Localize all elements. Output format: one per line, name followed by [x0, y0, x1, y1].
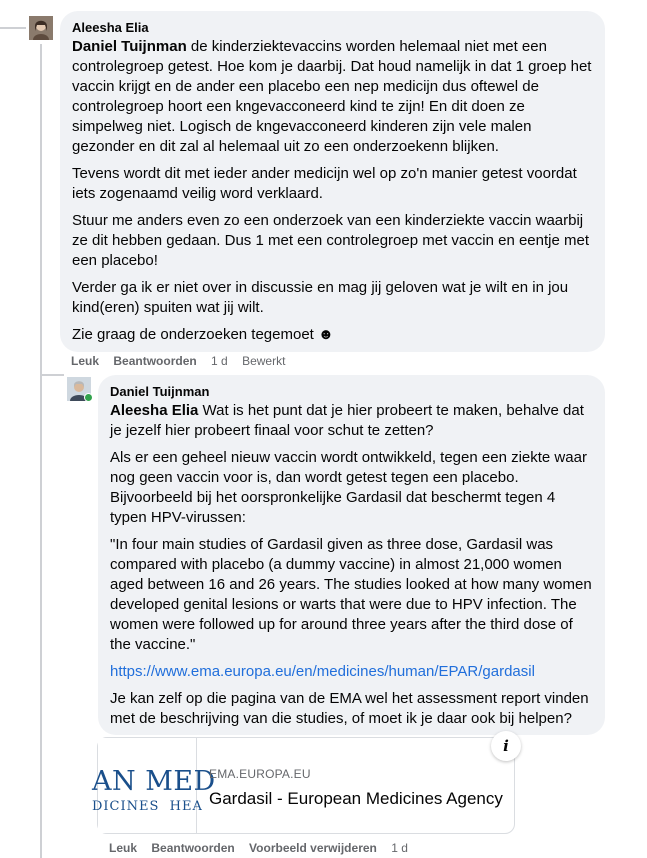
- mention-link[interactable]: Aleesha Elia: [110, 402, 199, 419]
- preview-logo-text: AN MED: [92, 766, 216, 797]
- like-button[interactable]: Leuk: [109, 841, 138, 855]
- like-button[interactable]: Leuk: [71, 354, 100, 368]
- comment-paragraph: Je kan zelf op die pagina van de EMA wel het assessment report vinden met de beschrijving van die studies, of moet ik je daar ook bij helpen?: [110, 690, 589, 727]
- preview-image: [92, 738, 216, 833]
- comment-paragraph: Tevens wordt dit met ieder ander medicijn wel op zo'n manier getest voordat iets zogenaamd veilig word verklaard.: [72, 165, 577, 202]
- comment-actions: [109, 840, 419, 856]
- reply-button[interactable]: Beantwoorden: [151, 841, 235, 855]
- link-preview-card[interactable]: [92, 737, 515, 834]
- comment-paragraph: Stuur me anders even zo een onderzoek van een kinderziekte vaccin waarbij ze dit hebben gedaan. Dus 1 met een controlegroep met vaccin en eentje met een placebo!: [72, 212, 589, 269]
- preview-title[interactable]: Gardasil - European Medicines Agency: [209, 789, 503, 808]
- mention-link[interactable]: Daniel Tuijnman: [72, 38, 187, 55]
- comment-paragraph: "In four main studies of Gardasil given as three dose, Gardasil was compared with placebo (a dummy vaccine) in almost 21,000 women aged between 16 and 26 years. The studies looked at how many women developed genital lesions or warts that were due to HPV infection. The women were followed up for around three years after the third dose of the vaccine.": [110, 536, 592, 653]
- comment-author[interactable]: Daniel Tuijnman: [110, 384, 210, 399]
- comment-paragraph: Als er een geheel nieuw vaccin wordt ontwikkeld, tegen een ziekte waar nog geen vaccin voor is, dan wordt getest tegen een placebo. Bijvoorbeeld bij het oorspronkelijke Gardasil dat beschermt tegen 4 typen HPV-virussen:: [110, 449, 587, 526]
- remove-preview-button[interactable]: Voorbeeld verwijderen: [249, 841, 377, 855]
- preview-domain: EMA.EUROPA.EU: [209, 767, 311, 781]
- url-link[interactable]: https://www.ema.europa.eu/en/medicines/human/EPAR/gardasil: [110, 663, 535, 680]
- thread-connector-reply: [40, 374, 64, 376]
- comment-author[interactable]: Aleesha Elia: [72, 20, 149, 35]
- comment-paragraph: Verder ga ik er niet over in discussie en mag jij geloven wat je wilt en in jou kind(eren) spuiten wat jij wilt.: [72, 279, 569, 316]
- timestamp[interactable]: 1 d: [391, 841, 408, 855]
- info-icon[interactable]: i: [491, 731, 521, 761]
- comment-bubble: [98, 375, 605, 735]
- comment-paragraph: Aleesha Elia Wat is het punt dat je hier probeert te maken, behalve dat je jezelf hier probeert finaal voor schut te zetten?: [110, 402, 584, 439]
- comment-paragraph: Zie graag de onderzoeken tegemoet ☻: [72, 326, 334, 343]
- preview-text: [209, 766, 506, 810]
- timestamp[interactable]: 1 d: [211, 354, 228, 368]
- preview-logo-subtext: DICINES HEA: [92, 799, 203, 814]
- avatar[interactable]: [29, 16, 53, 40]
- edited-label: Bewerkt: [242, 354, 286, 368]
- thread-connector-top: [0, 27, 26, 29]
- reply-button[interactable]: Beantwoorden: [113, 354, 197, 368]
- thread-connector-vertical: [40, 44, 42, 858]
- comment-actions: [71, 353, 296, 369]
- comment-bubble: [60, 11, 605, 352]
- comment-paragraph: Daniel Tuijnman de kinderziektevaccins worden helemaal niet met een controlegroep getest. Hoe kom je daarbij. Dat houd namelijk in dat 1 groep het vaccin krijgt en de ander een placebo een nep medicijn dus oftewel de controlegroep hoort een kngevacconeerd kind te zijn! En dit doen ze simpelweg niet. Logisch de kngevacconeerd kinderen zijn vele malen gezonder en dit zal al helemaal uit zo een onderzoekenn blijken.: [72, 38, 592, 155]
- online-status-icon: [84, 393, 93, 402]
